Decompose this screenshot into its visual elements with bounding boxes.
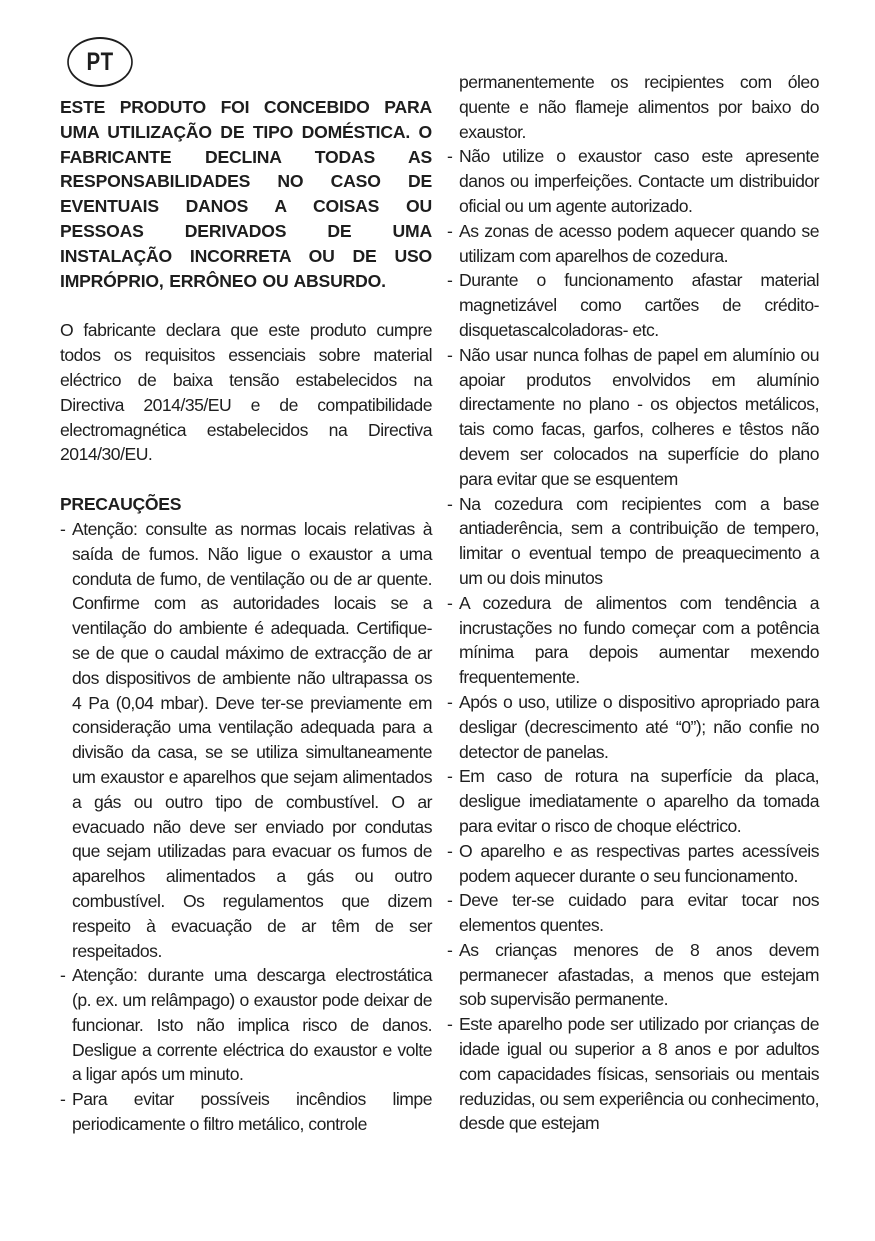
precautions-list-right: [447, 144, 819, 1136]
precaution-item-continued: permanentemente os recipientes com óleo quente e não flameje alimentos por baixo do exaustor.: [459, 72, 819, 142]
precaution-item: - Deve ter-se cuidado para evitar tocar nos elementos quentes.: [447, 888, 819, 938]
precaution-item: - Não utilize o exaustor caso este apresente danos ou imperfeições. Contacte um distribuidor oficial ou um agente autorizado.: [447, 144, 819, 218]
warning-notice: ESTE PRODUTO FOI CONCEBIDO PARA UMA UTILIZAÇÃO DE TIPO DOMÉSTICA. O FABRICANTE DECLINA TODAS AS RESPONSABILIDADES NO CASO DE EVENTUAIS DANOS A COISAS OU PESSOAS DERIVADOS DE UMA INSTALAÇÃO INCORRETA OU DE USO IMPRÓPRIO, ERRÔNEO OU ABSURDO.: [60, 97, 432, 291]
right-column: [447, 70, 819, 1136]
precaution-item: - As zonas de acesso podem aquecer quando se utilizam com aparelhos de cozedura.: [447, 219, 819, 269]
precaution-item: - A cozedura de alimentos com tendência a incrustações no fundo começar com a potência mínima para depois aumentar mexendo frequentemente.: [447, 591, 819, 690]
precaution-item: - Atenção: consulte as normas locais relativas à saída de fumos. Não ligue o exaustor a uma conduta de fumo, de ventilação ou de ar quente. Confirme com as autoridades locais se a ventilação do ambiente é adequada. Certifique-se de que o caudal máximo de extracção de ar dos dispositivos de ambiente não ultrapassa os 4 Pa (0,04 mbar). Deve ter-se previamente em consideração uma ventilação adequada para a divisão da casa, se se utiliza simultaneamente um exaustor e aparelhos que sejam alimentados a gás ou outro tipo de combustível. O ar evacuado não deve ser enviado por condutas que sejam utilizadas para evacuar os fumos de aparelhos alimentados a gás ou outro combustível. Os regulamentos que dizem respeito à evacuação de ar têm de ser respeitados.: [60, 517, 432, 963]
precaution-item: - Na cozedura com recipientes com a base antiaderência, sem a contribuição de tempero, limitar o eventual tempo de preaquecimento a um ou dois minutos: [447, 492, 819, 591]
precaution-item: - Atenção: durante uma descarga electrostática (p. ex. um relâmpago) o exaustor pode deixar de funcionar. Isto não implica risco de danos. Desligue a corrente eléctrica do exaustor e volte a ligar após um minuto.: [60, 963, 432, 1087]
precaution-item: - Após o uso, utilize o dispositivo apropriado para desligar (decrescimento até “0”); não confie no detector de panelas.: [447, 690, 819, 764]
precaution-item: - As crianças menores de 8 anos devem permanecer afastadas, a menos que estejam sob supervisão permanente.: [447, 938, 819, 1012]
precaution-item: - Este aparelho pode ser utilizado por crianças de idade igual ou superior a 8 anos e por adultos com capacidades físicas, sensoriais ou mentais reduzidas, ou sem experiência ou conhecimento, desde que estejam: [447, 1012, 819, 1136]
precautions-heading: PRECAUÇÕES: [60, 494, 182, 515]
precaution-item: - Durante o funcionamento afastar material magnetizável como cartões de crédito-disquetascalcoladoras- etc.: [447, 268, 819, 342]
conformity-declaration: O fabricante declara que este produto cumpre todos os requisitos essenciais sobre material eléctrico de baixa tensão estabelecidos na Directiva 2014/35/EU e de compatibilidade electromagnética estabelecidos na Directiva 2014/30/EU.: [60, 320, 432, 465]
precaution-item: - O aparelho e as respectivas partes acessíveis podem aquecer durante o seu funcionamento.: [447, 839, 819, 889]
precautions-list-left: [60, 517, 432, 1137]
precaution-item: - Para evitar possíveis incêndios limpe periodicamente o filtro metálico, controle: [60, 1087, 432, 1137]
left-column: [60, 95, 432, 1137]
precaution-item: - Não usar nunca folhas de papel em alumínio ou apoiar produtos envolvidos em alumínio directamente no plano - os objectos metálicos, tais como facas, garfos, colheres e têstos não devem ser colocados na superfície do plano para evitar que se esquentem: [447, 343, 819, 492]
language-badge: PT: [67, 37, 133, 87]
precaution-item: - Em caso de rotura na superfície da placa, desligue imediatamente o aparelho da tomada para evitar o risco de choque eléctrico.: [447, 764, 819, 838]
